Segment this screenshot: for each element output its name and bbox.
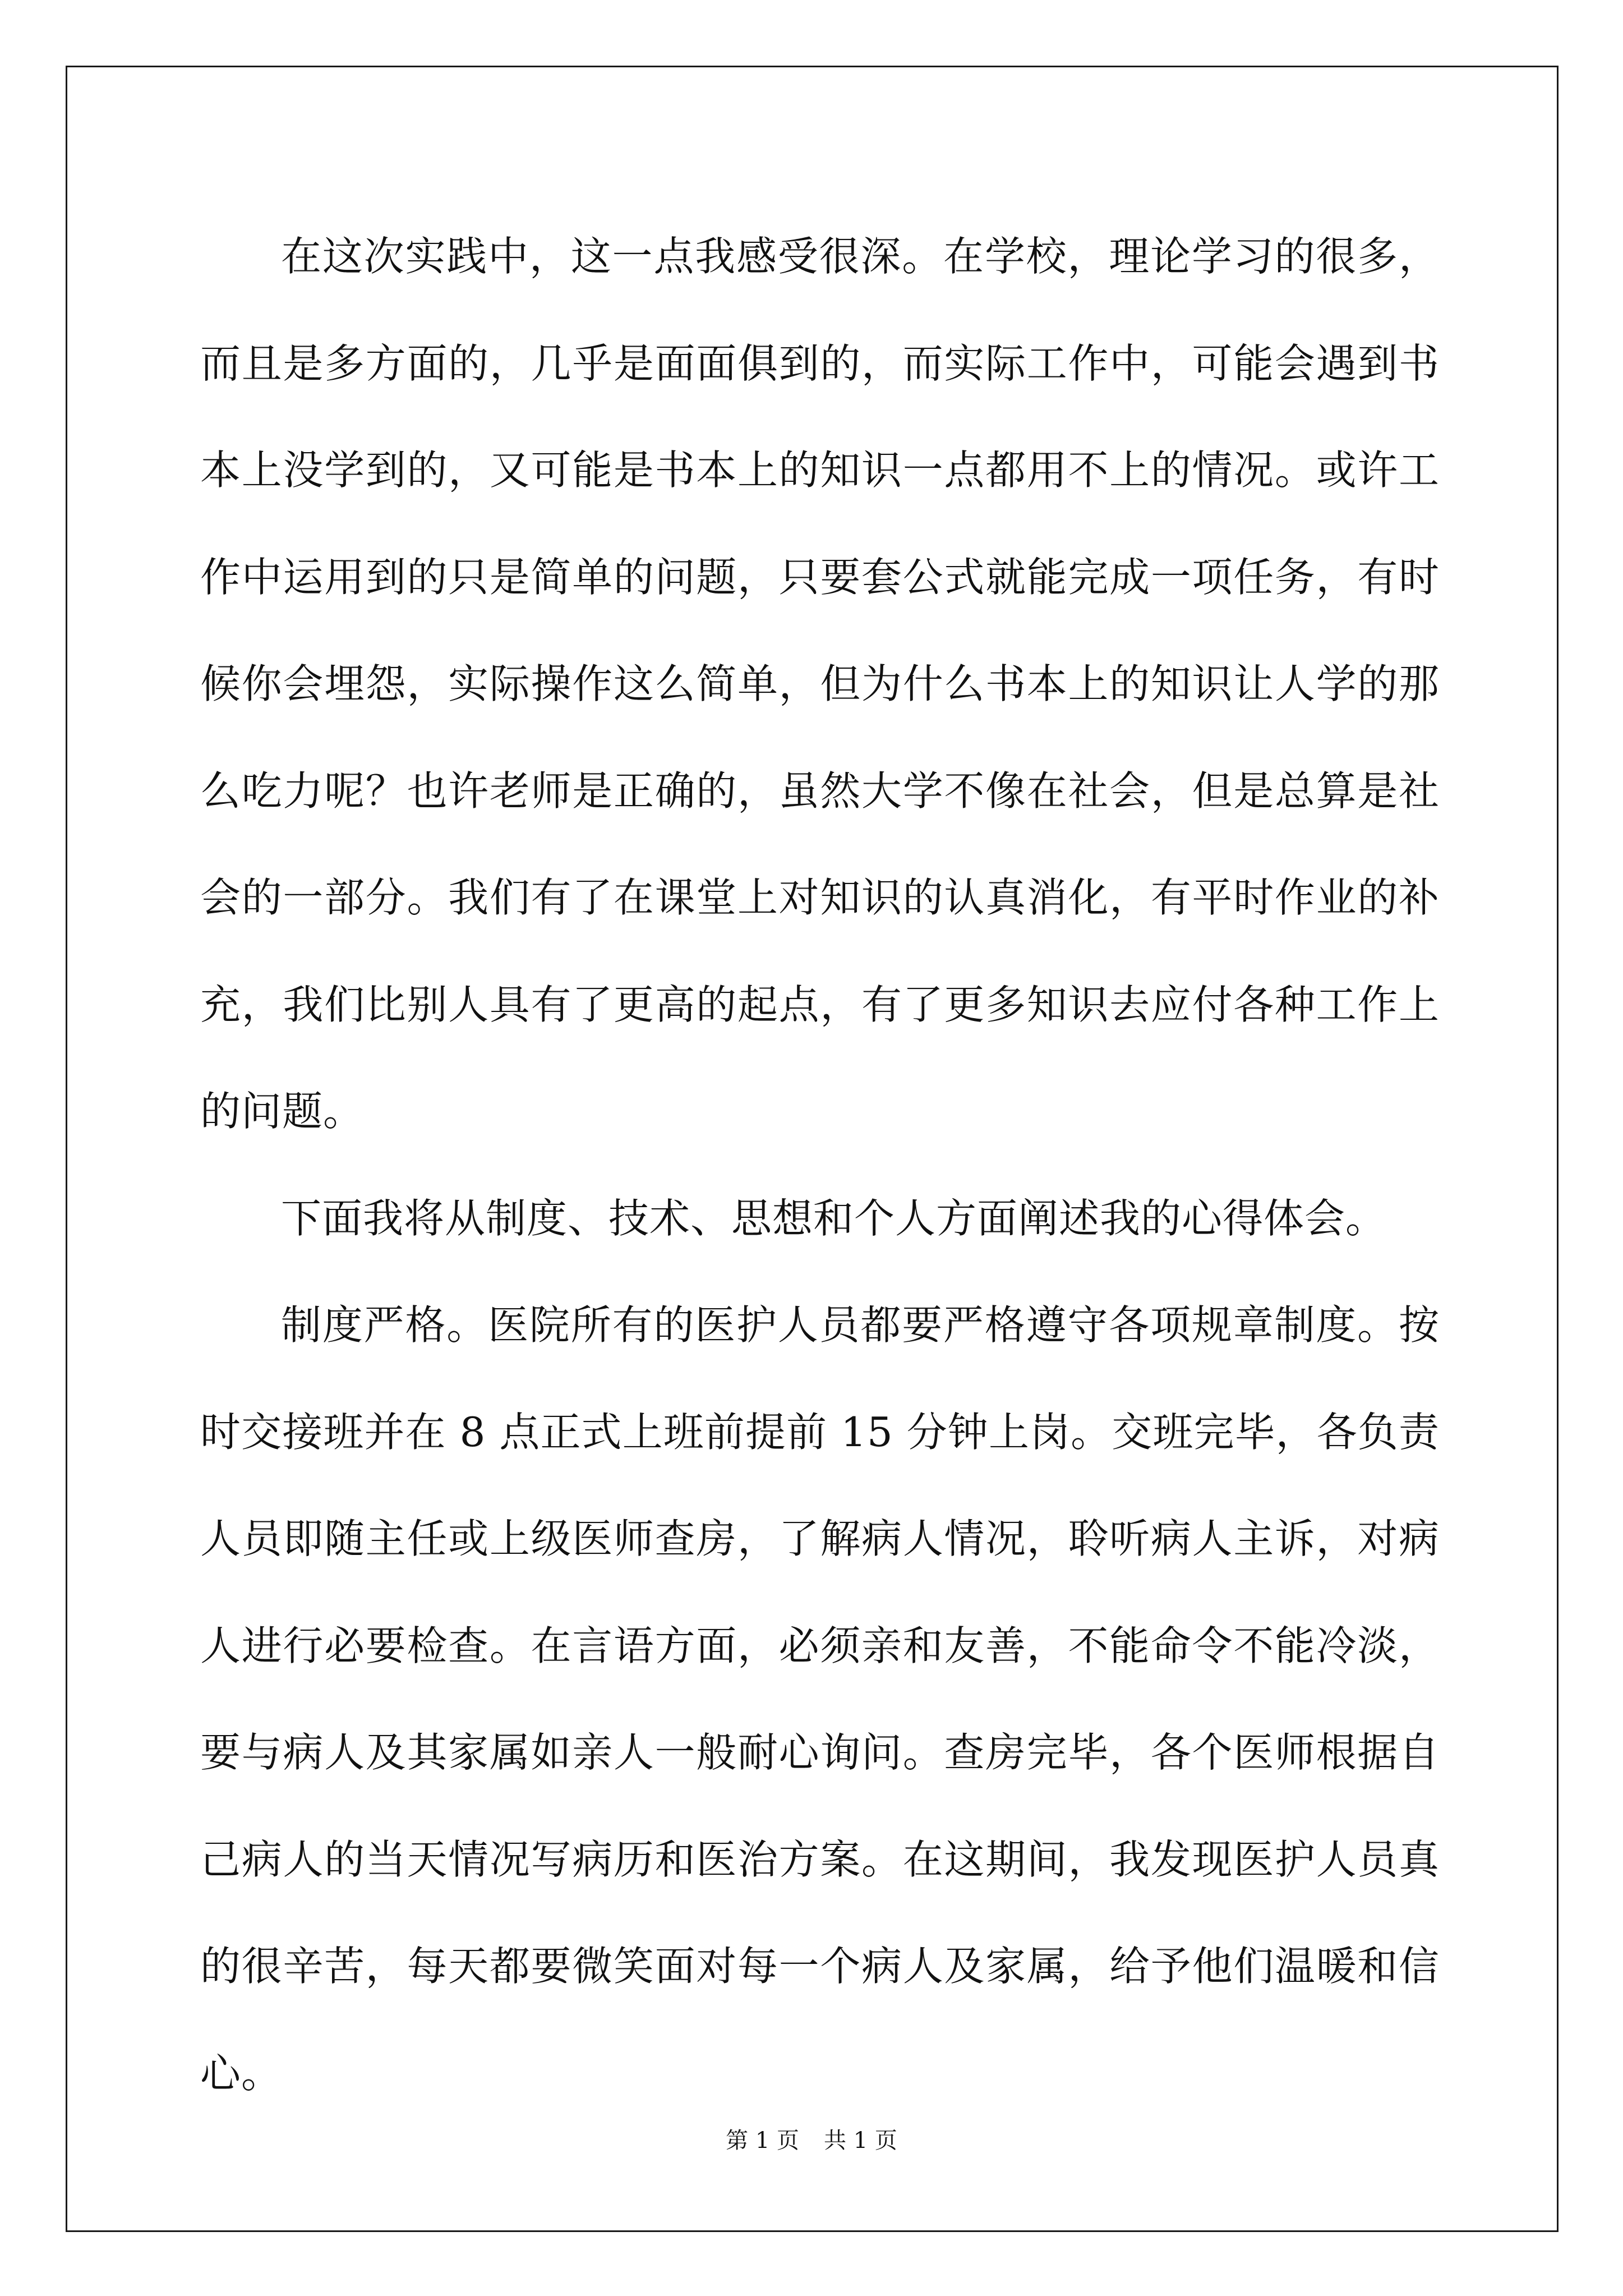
page-total: 共 1 页 xyxy=(824,2128,897,2154)
paragraph: 制度严格。医院所有的医护人员都要严格遵守各项规章制度。按时交接班并在 8 点正式上班前提前 15 分钟上岗。交班完毕，各负责人员即随主任或上级医师查房，了解病人情况，聆听病人主诉，对病人进行必要检查。在言语方面，必须亲和友善，不能命令不能冷淡，要与病人及其家属如亲人一般耐心询问。查房完毕，各个医师根据自己病人的当天情况写病历和医治方案。在这期间，我发现医护人员真的很辛苦，每天都要微笑面对每一个病人及家属，给予他们温暖和信心。 xyxy=(200,1301,1440,2097)
paragraph: 在这次实践中，这一点我感受很深。在学校，理论学习的很多，而且是多方面的，几乎是面面俱到的，而实际工作中，可能会遇到书本上没学到的，又可能是书本上的知识一点都用不上的情况。或许工作中运用到的只是简单的问题，只要套公式就能完成一项任务，有时候你会埋怨，实际操作这么简单，但为什么书本上的知识让人学的那么吃力呢？也许老师是正确的，虽然大学不像在社会，但是总算是社会的一部分。我们有了在课堂上对知识的认真消化，有平时作业的补充，我们比别人具有了更高的起点，有了更多知识去应付各种工作上的问题。 xyxy=(200,233,1440,1135)
page-footer xyxy=(0,2125,1623,2156)
document-body xyxy=(200,203,1440,2127)
paragraph: 下面我将从制度、技术、思想和个人方面阐述我的心得体会。 xyxy=(281,1194,1387,1242)
page-number: 第 1 页 xyxy=(726,2128,799,2154)
